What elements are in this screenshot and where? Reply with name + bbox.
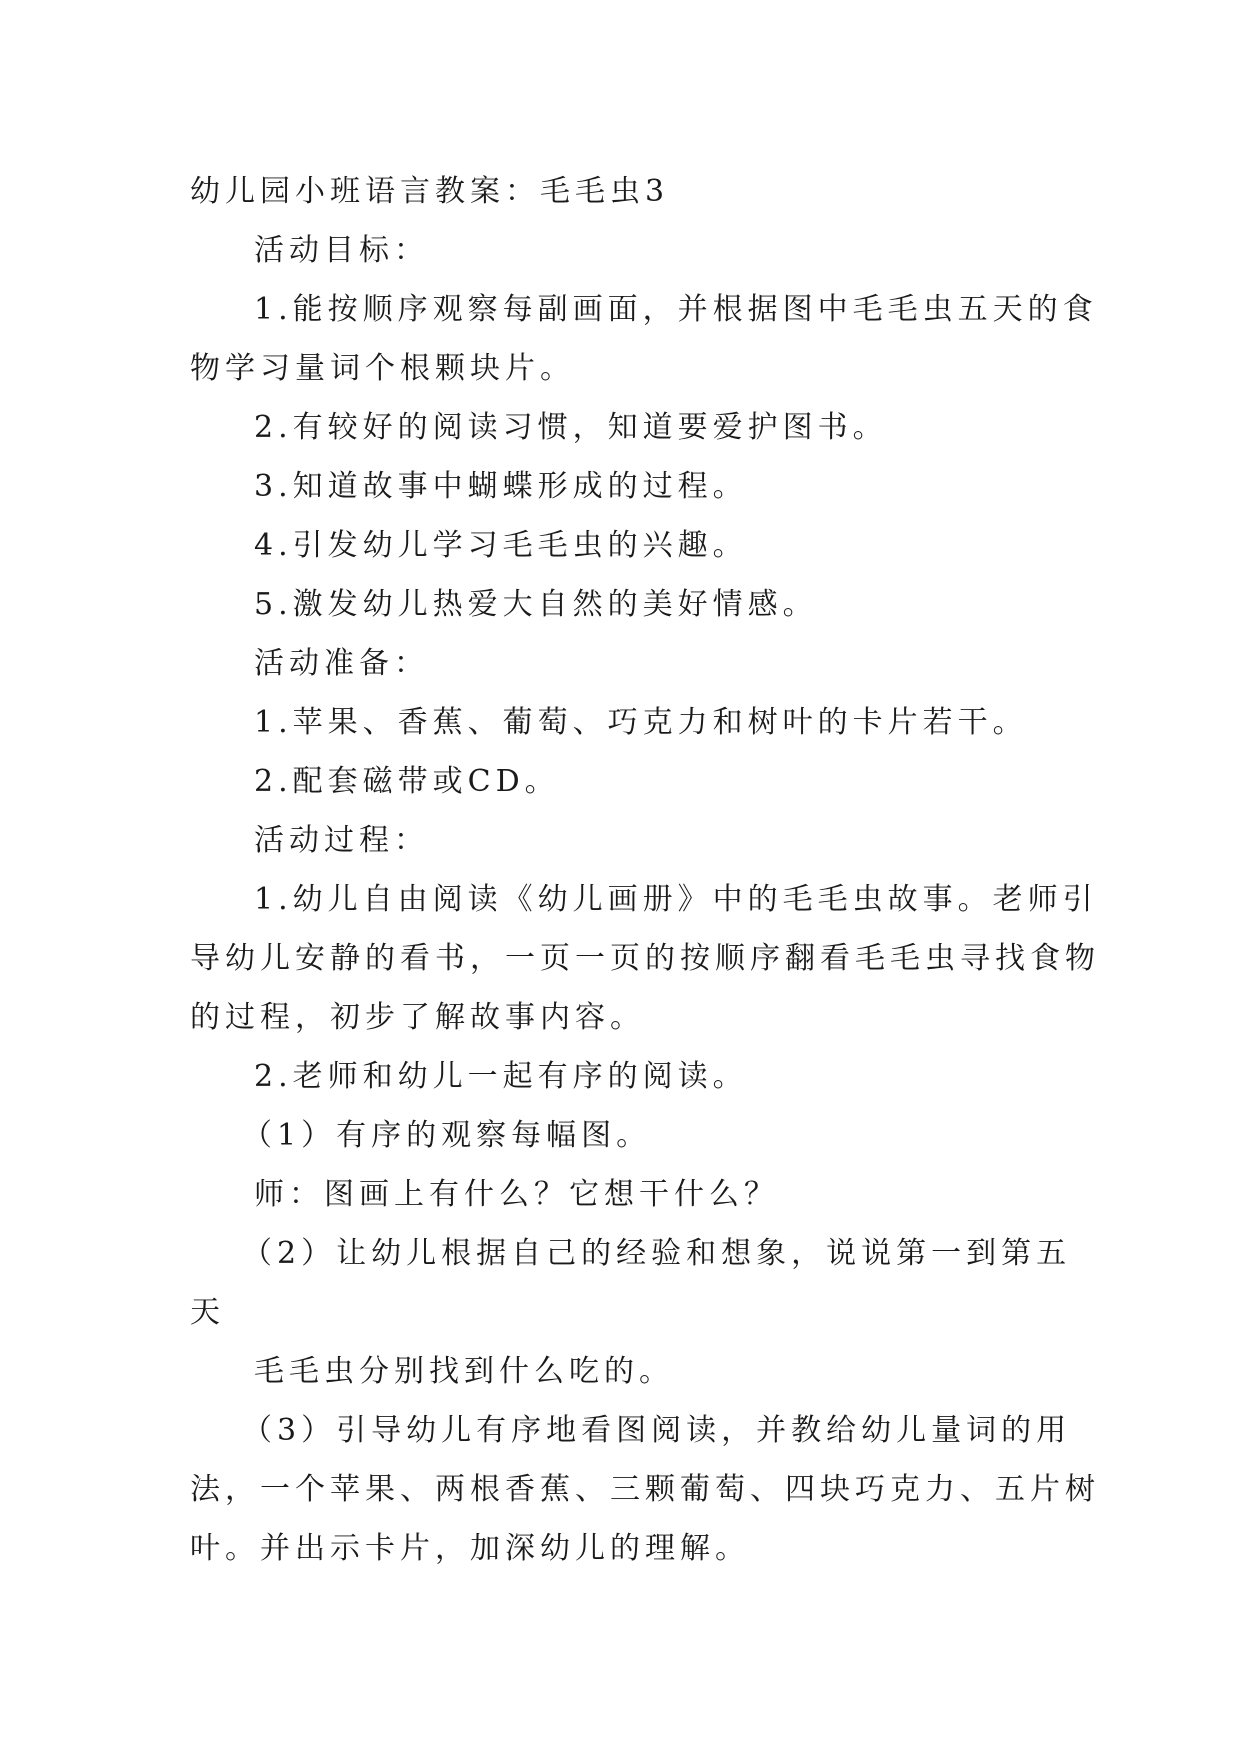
- process-2: 2.老师和幼儿一起有序的阅读。: [254, 1059, 748, 1094]
- teacher-question: 师：图画上有什么？它想干什么？: [254, 1177, 779, 1212]
- goal-4: 4.引发幼儿学习毛毛虫的兴趣。: [254, 528, 748, 563]
- goal-1-line-1: 1.能按顺序观察每副画面，并根据图中毛毛虫五天的食: [254, 292, 1098, 327]
- process-2-step-3-line-1: （3）引导幼儿有序地看图阅读，并教给幼儿量词的用: [242, 1413, 1072, 1448]
- preparation-2: 2.配套磁带或CD。: [254, 764, 560, 799]
- goal-5: 5.激发幼儿热爱大自然的美好情感。: [254, 587, 818, 622]
- process-1-line-1: 1.幼儿自由阅读《幼儿画册》中的毛毛虫故事。老师引: [254, 882, 1098, 917]
- process-2-step-3-line-3: 叶。并出示卡片，加深幼儿的理解。: [190, 1531, 750, 1566]
- goal-1-line-2: 物学习量词个根颗块片。: [190, 351, 575, 386]
- document-page: [190, 162, 1100, 1578]
- goal-2: 2.有较好的阅读习惯，知道要爱护图书。: [254, 410, 888, 445]
- section-heading-process: 活动过程：: [254, 823, 429, 858]
- section-heading-goals: 活动目标：: [254, 233, 429, 268]
- preparation-1: 1.苹果、香蕉、葡萄、巧克力和树叶的卡片若干。: [254, 705, 1028, 740]
- process-2-step-2-line-1: （2）让幼儿根据自己的经验和想象，说说第一到第五: [242, 1236, 1072, 1271]
- section-heading-preparation: 活动准备：: [254, 646, 429, 681]
- goal-3: 3.知道故事中蝴蝶形成的过程。: [254, 469, 748, 504]
- process-1-line-2: 导幼儿安静的看书，一页一页的按顺序翻看毛毛虫寻找食物: [190, 941, 1100, 976]
- process-2-step-2-line-2: 天: [190, 1295, 225, 1330]
- process-2-step-2-line-3: 毛毛虫分别找到什么吃的。: [254, 1354, 674, 1389]
- process-2-step-1: （1）有序的观察每幅图。: [242, 1118, 652, 1153]
- process-1-line-3: 的过程，初步了解故事内容。: [190, 1000, 645, 1035]
- process-2-step-3-line-2: 法，一个苹果、两根香蕉、三颗葡萄、四块巧克力、五片树: [190, 1472, 1100, 1507]
- document-title: 幼儿园小班语言教案：毛毛虫3: [190, 174, 670, 209]
